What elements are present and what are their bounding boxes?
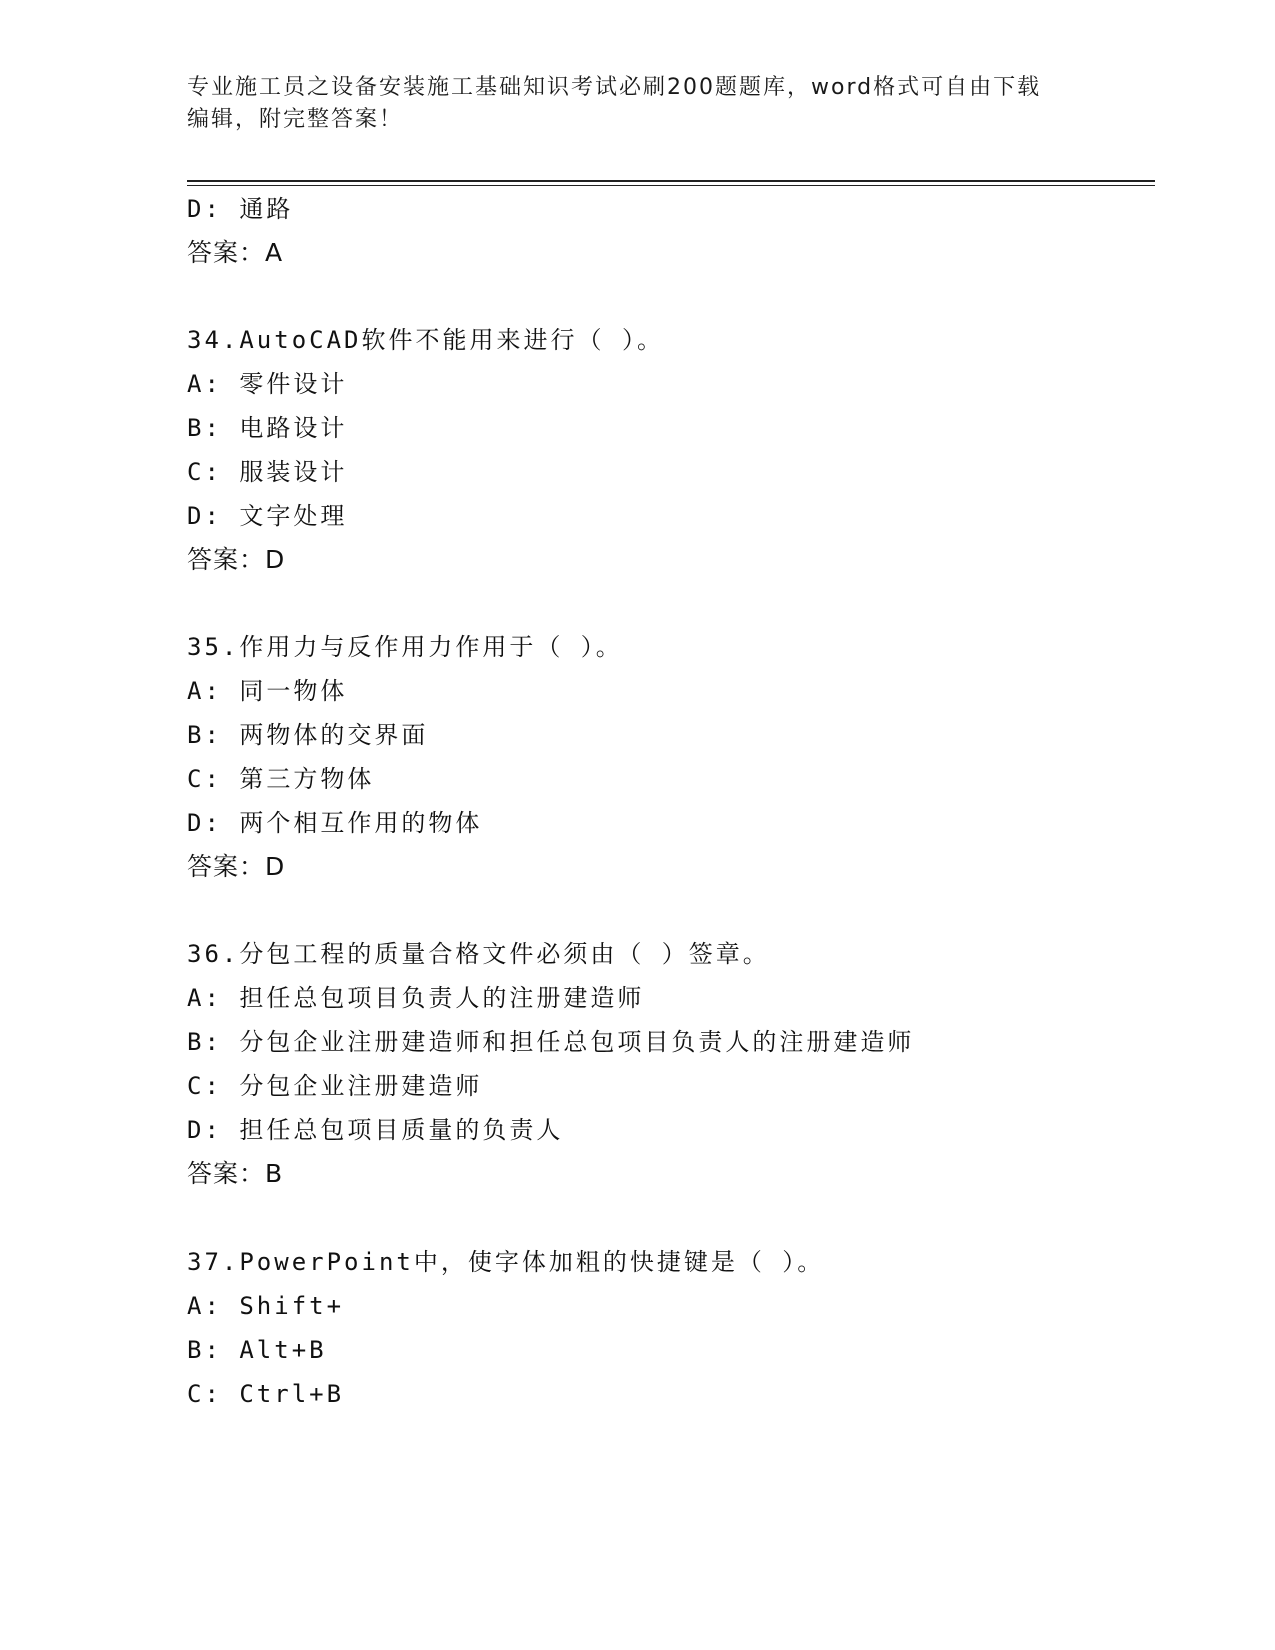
question-35-stem: 35.作用力与反作用力作用于（ ）。 — [187, 633, 623, 661]
question-37-option-c: C: Ctrl+B — [187, 1380, 345, 1408]
prev-option-d: D: 通路 — [187, 195, 294, 223]
header-rule-bottom — [187, 185, 1155, 186]
question-36-option-b: B: 分包企业注册建造师和担任总包项目负责人的注册建造师 — [187, 1028, 915, 1056]
header-line-2: 编辑，附完整答案！ — [187, 107, 404, 132]
header-rule-top — [187, 180, 1155, 182]
question-36-option-a: A: 担任总包项目负责人的注册建造师 — [187, 984, 645, 1012]
question-37-option-a: A: Shift+ — [187, 1292, 345, 1320]
question-34-option-b: B: 电路设计 — [187, 414, 348, 442]
question-34-stem: 34.AutoCAD软件不能用来进行（ ）。 — [187, 326, 664, 354]
document-header — [187, 72, 1067, 136]
question-36-option-d: D: 担任总包项目质量的负责人 — [187, 1116, 564, 1144]
question-34-option-d: D: 文字处理 — [187, 502, 348, 530]
question-37-stem: 37.PowerPoint中，使字体加粗的快捷键是（ ）。 — [187, 1248, 825, 1276]
question-36-answer: 答案：B — [187, 1159, 284, 1188]
question-35-answer: 答案：D — [187, 852, 286, 881]
question-36-stem: 36.分包工程的质量合格文件必须由（ ）签章。 — [187, 940, 770, 968]
question-35-option-a: A: 同一物体 — [187, 677, 348, 705]
prev-answer: 答案：A — [187, 238, 284, 267]
question-34-option-c: C: 服装设计 — [187, 458, 348, 486]
question-37-option-b: B: Alt+B — [187, 1336, 327, 1364]
question-34-option-a: A: 零件设计 — [187, 370, 348, 398]
question-35-option-c: C: 第三方物体 — [187, 765, 375, 793]
question-34-answer: 答案：D — [187, 545, 286, 574]
header-line-1: 专业施工员之设备安装施工基础知识考试必刷200题题库，word格式可自由下载 — [187, 75, 1042, 100]
question-36-option-c: C: 分包企业注册建造师 — [187, 1072, 483, 1100]
question-35-option-b: B: 两物体的交界面 — [187, 721, 429, 749]
question-35-option-d: D: 两个相互作用的物体 — [187, 809, 483, 837]
